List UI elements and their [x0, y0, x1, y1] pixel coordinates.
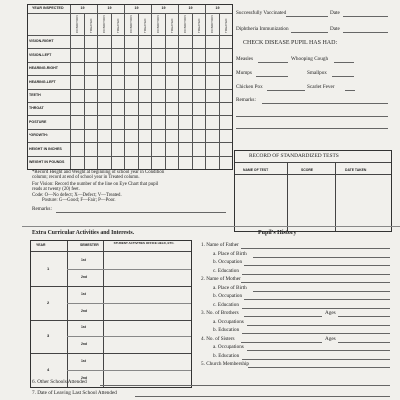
- history-fill-line: [242, 274, 390, 275]
- standardized-tests-title: RECORD OF STANDARDIZED TESTS: [249, 153, 339, 159]
- grid-subcol-label: TREATED: [142, 18, 147, 33]
- grid-subcol-label: TREATED: [88, 18, 93, 33]
- grid-row-label: HEARING-RIGHT: [29, 66, 58, 71]
- extra-year-rule: [31, 353, 191, 354]
- mumps-label: Mumps: [236, 70, 252, 76]
- history-item-label: 4. No. of Sisters: [201, 335, 235, 342]
- note-line-1: *Record Height and Weight at beginning of school year in Condition: [32, 170, 165, 175]
- grid-col-divider: [219, 13, 220, 169]
- grid-year-mark: 19: [134, 6, 139, 10]
- extra-year-label: 2: [47, 299, 50, 305]
- grid-row-label: TEETH: [29, 92, 41, 97]
- grid-col-divider: [138, 13, 139, 169]
- history-item-label: 2. Name of Mother: [201, 276, 241, 282]
- extra-year-label: 1: [47, 265, 50, 271]
- history-fill-line: [241, 282, 390, 283]
- extra-semester-label: 1st: [81, 291, 86, 296]
- extra-semester-label: 2nd: [81, 274, 88, 279]
- extra-col-semester: SEMESTER: [80, 243, 99, 247]
- grid-subcol-label: TREATED: [169, 18, 174, 33]
- extra-semester-label: 2nd: [81, 342, 88, 347]
- grid-year-divider: [178, 5, 179, 169]
- grid-col-divider: [165, 13, 166, 169]
- grid-year-rule: [28, 13, 232, 14]
- history-fill-line: [244, 265, 390, 266]
- history-item-label: 1. Name of Father: [201, 242, 239, 248]
- extra-semester-rule: [67, 269, 191, 270]
- extra-semester-label: 1st: [81, 257, 86, 262]
- vaccinated-date-fill: [343, 16, 388, 17]
- remarks-right-fill-2: [236, 116, 388, 117]
- health-inspection-grid: [27, 4, 233, 170]
- mumps-fill: [256, 76, 288, 77]
- grid-subcol-label: CONDITION: [129, 15, 134, 33]
- note-line-3: For Vision: Record the number of the line on Eye Chart that pupil: [32, 182, 159, 187]
- grid-row-label: VISION-RIGHT: [29, 39, 54, 44]
- pupils-history-title: Pupil's History: [258, 230, 297, 236]
- diphtheria-date-label: Date: [330, 26, 340, 32]
- grid-row-label: POSTURE: [29, 119, 47, 124]
- grid-year-mark: 19: [80, 6, 85, 10]
- grid-row-rule: [28, 115, 232, 116]
- grid-col-divider: [84, 13, 85, 169]
- history-item-label: a. Place of Birth: [213, 284, 247, 291]
- grid-row-label: VISION-LEFT: [29, 52, 52, 57]
- grid-year-divider: [97, 5, 98, 169]
- history-ages-fill: [338, 316, 390, 317]
- diphtheria-fill-line: [291, 32, 328, 33]
- grid-subcol-label: CONDITION: [183, 15, 188, 33]
- grid-subcol-label: TREATED: [223, 18, 228, 33]
- grid-header-rule: [28, 35, 232, 36]
- tests-col-divider-2: [335, 162, 336, 231]
- measles-label: Measles: [236, 56, 253, 62]
- grid-row-rule: [28, 156, 232, 157]
- extra-year-label: 4: [47, 367, 50, 373]
- standardized-tests-box: [234, 150, 392, 232]
- history-fill-line: [247, 350, 391, 351]
- history-ages-fill: [338, 342, 390, 343]
- extra-year-rule: [31, 320, 191, 321]
- whooping-cough-label: Whooping Cough: [291, 56, 329, 62]
- grid-row-rule: [28, 102, 232, 103]
- grid-year-mark: 19: [107, 6, 112, 10]
- grid-subcol-label: CONDITION: [102, 15, 107, 33]
- grid-col-divider: [192, 13, 193, 169]
- history-fill-line: [242, 359, 390, 360]
- history-fill-line: [241, 342, 322, 343]
- grid-subcol-label: TREATED: [115, 18, 120, 33]
- extra-header-rule: [31, 251, 191, 252]
- grid-year-mark: 19: [188, 6, 193, 10]
- remarks-right-fill-3: [236, 128, 388, 129]
- history-item-label: a. Occupations: [213, 318, 244, 325]
- history-fill-line: [241, 248, 390, 249]
- vaccinated-date-label: Date: [330, 10, 340, 16]
- year-inspected-label: YEAR INSPECTED: [32, 6, 64, 10]
- grid-year-divider: [151, 5, 152, 169]
- grid-row-rule: [28, 62, 232, 63]
- history-fill-line: [253, 257, 390, 258]
- extra-year-label: 3: [47, 333, 50, 339]
- scarlet-fever-label: Scarlet Fever: [307, 84, 335, 90]
- grid-year-divider: [124, 5, 125, 169]
- tests-col-date: DATE TAKEN: [345, 168, 367, 172]
- tests-col-name: NAME OF TEST: [243, 168, 269, 172]
- grid-year-mark: 19: [161, 6, 166, 10]
- grid-row-rule: [28, 129, 232, 130]
- history-fill-line: [244, 316, 323, 317]
- history-item-label: c. Education: [213, 267, 239, 274]
- extra-semester-label: 2nd: [81, 376, 88, 381]
- history-item-label: a. Occupations: [213, 344, 244, 350]
- other-schools-fill: [100, 385, 390, 386]
- extra-semester-label: 2nd: [81, 308, 88, 313]
- remarks-label-right: Remarks:: [236, 97, 256, 103]
- extra-semester-label: 1st: [81, 325, 86, 330]
- grid-subcol-label: CONDITION: [210, 15, 215, 33]
- extra-semester-rule: [67, 370, 191, 371]
- extra-year-rule: [31, 286, 191, 287]
- grid-row-rule: [28, 142, 232, 143]
- extra-semester-rule: [67, 336, 191, 337]
- note-line-2: column; record at end of school year in Treated column.: [32, 175, 140, 180]
- other-schools-label: 6. Other Schools Attended: [32, 379, 87, 385]
- grid-subcol-label: CONDITION: [156, 15, 161, 33]
- chicken-pox-label: Chicken Pox: [236, 84, 263, 90]
- chicken-pox-fill: [267, 90, 305, 91]
- remarks-label-left: Remarks:: [32, 206, 52, 212]
- extra-col-divider-1: [67, 241, 68, 387]
- history-item-label: a. Place of Birth: [213, 250, 247, 257]
- grid-row-rule: [28, 89, 232, 90]
- extra-col-year: YEAR: [36, 243, 46, 247]
- date-leaving-label: 7. Date of Leaving Last School Attended: [32, 390, 117, 396]
- grid-subcol-label: CONDITION: [75, 15, 80, 33]
- measles-fill: [258, 62, 288, 63]
- grid-col-divider: [111, 13, 112, 169]
- history-item-label: c. Education: [213, 301, 239, 308]
- vaccinated-fill-line: [286, 16, 328, 17]
- extra-col-divider-2: [103, 241, 104, 387]
- grid-row-label: HEARING-LEFT: [29, 79, 56, 84]
- extra-curricular-title: Extra Curricular Activities and Interests.: [32, 230, 135, 236]
- grid-row-label: *GROWTH:: [29, 133, 48, 138]
- tests-col-divider-1: [287, 162, 288, 231]
- note-line-6: Posture: G—Good; F—Fair; P—Poor.: [42, 198, 116, 203]
- history-fill-line: [242, 333, 390, 334]
- history-item-label: b. Occupation: [213, 259, 243, 265]
- extra-curricular-table: [30, 240, 192, 388]
- extra-semester-label: 1st: [81, 359, 86, 364]
- remarks-right-fill: [262, 103, 388, 104]
- grid-row-rule: [28, 75, 232, 76]
- history-fill-line: [253, 291, 390, 292]
- grid-subcol-label: TREATED: [196, 18, 201, 33]
- smallpox-label: Smallpox: [307, 70, 327, 76]
- history-item-label: 3. No. of Brothers: [201, 310, 239, 316]
- note-line-5: Code: O—No defect; X—Defect; V—Treated.: [32, 193, 122, 198]
- history-item-label: b. Education: [213, 327, 240, 333]
- history-ages-label: Ages: [325, 335, 336, 342]
- tests-col-score: SCORE: [301, 168, 314, 172]
- tests-title-rule: [235, 162, 391, 163]
- date-leaving-fill: [135, 396, 390, 397]
- diphtheria-date-fill: [343, 32, 388, 33]
- grid-year-divider: [205, 5, 206, 169]
- grid-row-rule: [28, 48, 232, 49]
- history-fill-line: [247, 325, 391, 326]
- grid-label-divider: [70, 5, 71, 169]
- history-item-label: 5. Church Membership: [201, 361, 249, 367]
- history-ages-label: Ages: [325, 310, 336, 316]
- history-fill-line: [242, 308, 390, 309]
- section-divider: [22, 226, 400, 227]
- history-fill-line: [248, 367, 390, 368]
- scarlet-fill: [345, 90, 355, 91]
- smallpox-fill: [332, 76, 354, 77]
- check-disease-heading: CHECK DISEASE PUPIL HAS HAD:: [243, 40, 338, 46]
- extra-semester-rule: [67, 303, 191, 304]
- note-line-4: reads at twenty (20) feet.: [32, 187, 80, 192]
- tests-header-rule: [235, 174, 391, 175]
- history-item-label: b. Education: [213, 352, 240, 359]
- grid-row-label: THROAT: [29, 106, 44, 111]
- diphtheria-label: Diphtheria Immunization: [236, 26, 289, 32]
- extra-col-activities: STUDENT ACTIVITIES OFFICE HELD, ETC.: [113, 241, 175, 245]
- successfully-vaccinated-label: Successfully Vaccinated: [236, 10, 287, 16]
- grid-year-mark: 19: [215, 6, 220, 10]
- history-fill-line: [244, 299, 390, 300]
- whooping-fill: [334, 62, 354, 63]
- grid-row-label: HEIGHT IN INCHES: [29, 146, 62, 151]
- history-item-label: b. Occupation: [213, 293, 243, 299]
- remarks-left-fill: [56, 212, 226, 213]
- grid-row-label: WEIGHT IN POUNDS: [29, 159, 65, 164]
